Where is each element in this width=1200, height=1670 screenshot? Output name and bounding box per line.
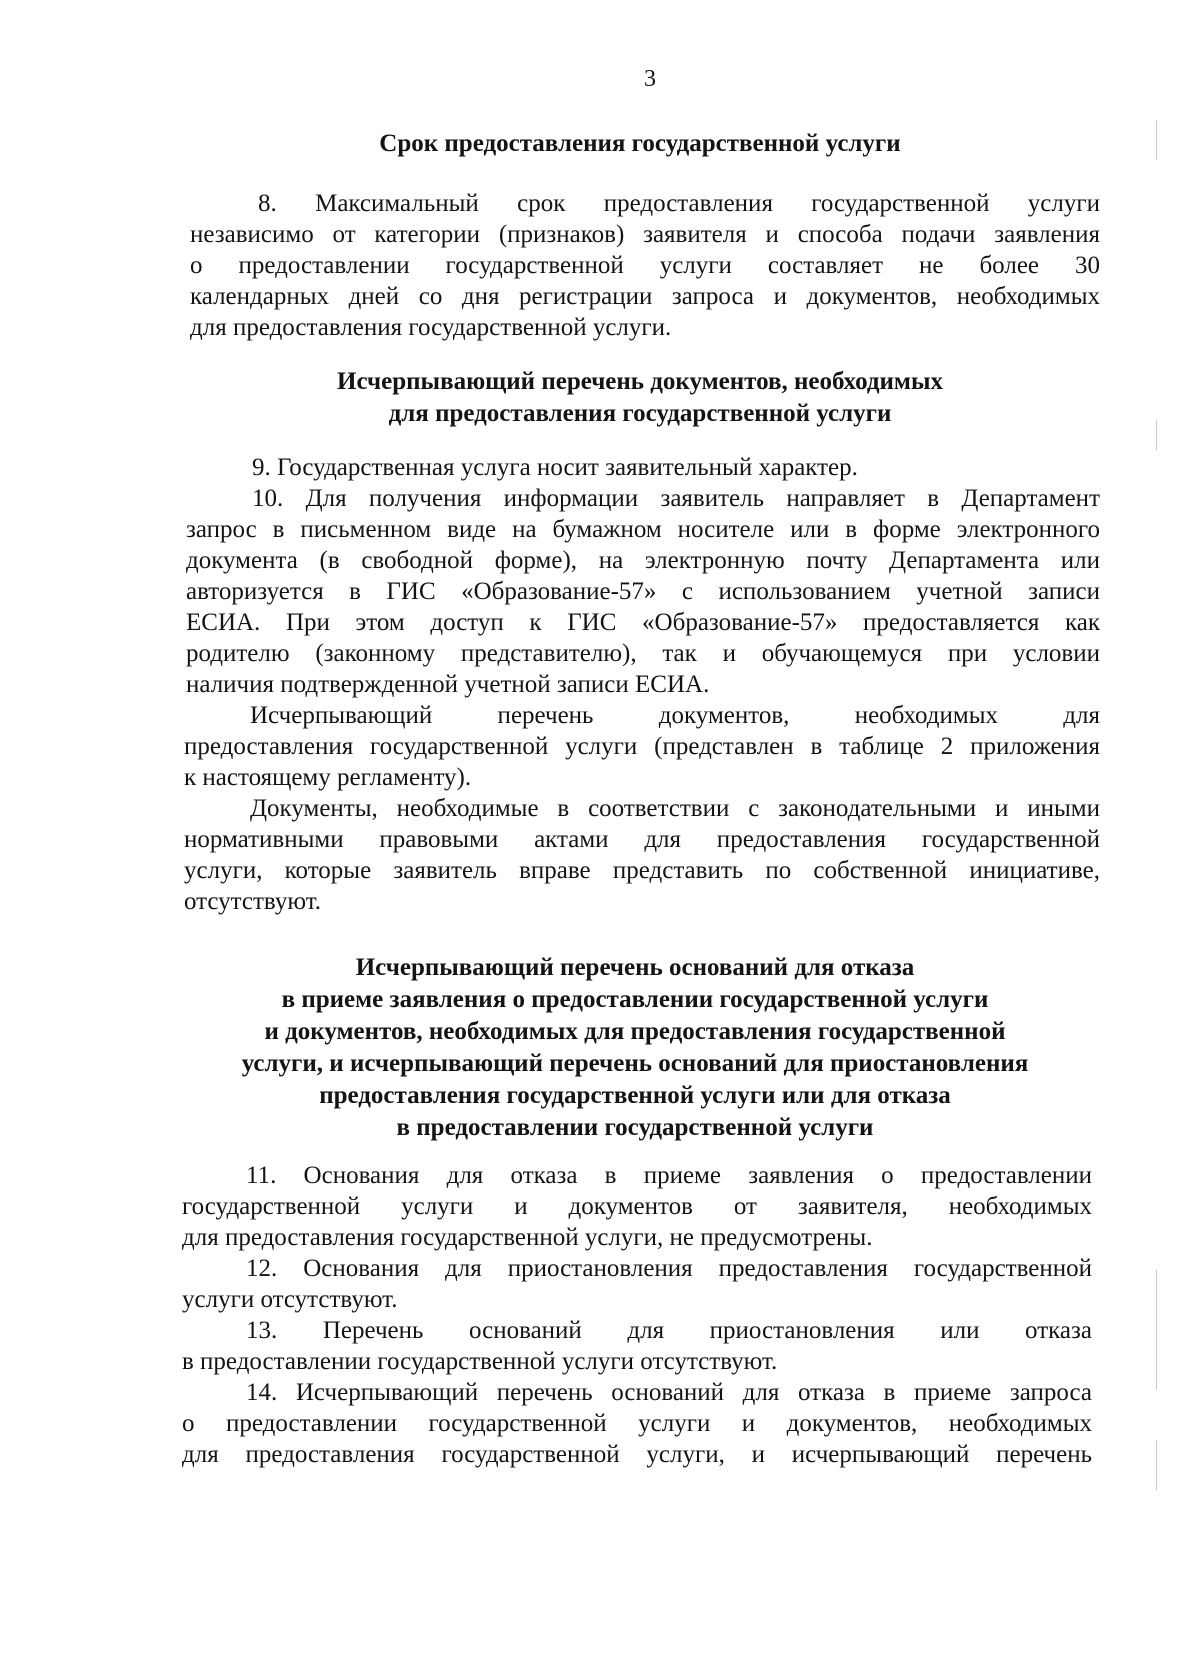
paragraph-line: Исчерпывающий перечень документов, необходимых для: [250, 702, 1100, 729]
paragraph-line: ЕСИА. При этом доступ к ГИС «Образование-57» предоставляется как: [186, 609, 1100, 636]
heading-line: предоставления государственной услуги или для отказа: [319, 1082, 951, 1109]
section-heading-term: [180, 128, 1100, 160]
heading-line: и документов, необходимых для предоставления государственной: [264, 1018, 1006, 1045]
paragraph-line: наличия подтвержденной учетной записи ЕСИА.: [186, 671, 710, 698]
heading-line: Срок предоставления государственной услуги: [379, 130, 901, 157]
paragraph-9: [190, 452, 1100, 483]
paragraph-line: отсутствуют.: [184, 888, 322, 915]
paragraph-line: 9. Государственная услуга носит заявительный характер.: [252, 454, 858, 481]
section-heading-refusal-grounds: [170, 952, 1100, 1144]
paragraph-line: документа (в свободной форме), на электронную почту Департамента или: [186, 547, 1100, 574]
page-number: 3: [644, 66, 656, 92]
heading-line: услуги, и исчерпывающий перечень оснований для приостановления: [241, 1050, 1029, 1077]
heading-line: в приеме заявления о предоставлении государственной услуги: [281, 986, 989, 1013]
paragraph-line: календарных дней со дня регистрации запроса и документов, необходимых: [190, 283, 1100, 310]
paragraph-line: нормативными правовыми актами для предоставления государственной: [184, 826, 1100, 853]
scan-artifact-line: [1156, 420, 1157, 450]
paragraph-11: [182, 1160, 1092, 1253]
paragraph-line: к настоящему регламенту).: [184, 764, 472, 791]
paragraph-line: услуги отсутствуют.: [182, 1286, 398, 1313]
paragraph-line: государственной услуги и документов от заявителя, необходимых: [182, 1193, 1092, 1220]
heading-line: в предоставлении государственной услуги: [396, 1114, 874, 1141]
scan-artifact-line: [1156, 1440, 1157, 1490]
paragraph-line: для предоставления государственной услуги, не предусмотрены.: [182, 1224, 873, 1251]
paragraph-line: запрос в письменном виде на бумажном носителе или в форме электронного: [186, 516, 1100, 543]
paragraph-12: [182, 1253, 1092, 1315]
paragraph-line: о предоставлении государственной услуги составляет не более 30: [190, 252, 1100, 279]
paragraph-line: 14. Исчерпывающий перечень оснований для отказа в приеме запроса: [246, 1379, 1092, 1406]
paragraph-line: для предоставления государственной услуги.: [190, 314, 672, 341]
paragraph-line: для предоставления государственной услуги, и исчерпывающий перечень: [182, 1441, 1092, 1468]
paragraph-14: [182, 1377, 1092, 1470]
heading-line: Исчерпывающий перечень документов, необходимых: [337, 368, 943, 395]
paragraph-line: авторизуется в ГИС «Образование-57» с использованием учетной записи: [186, 578, 1100, 605]
scan-artifact-line: [1156, 120, 1157, 160]
paragraph-line: 8. Максимальный срок предоставления государственной услуги: [258, 190, 1100, 217]
paragraph-10: [186, 483, 1100, 700]
heading-line: для предоставления государственной услуги: [388, 400, 892, 427]
paragraph-document-list: [184, 700, 1100, 793]
paragraph-line: 12. Основания для приостановления предоставления государственной: [246, 1255, 1092, 1282]
paragraph-optional-documents: [184, 793, 1100, 917]
paragraph-line: Документы, необходимые в соответствии с законодательными и иными: [250, 795, 1100, 822]
paragraph-line: 10. Для получения информации заявитель направляет в Департамент: [252, 485, 1100, 512]
section-heading-documents: [180, 366, 1100, 430]
paragraph-line: в предоставлении государственной услуги отсутствуют.: [182, 1348, 778, 1375]
paragraph-8: [190, 188, 1100, 343]
paragraph-line: независимо от категории (признаков) заявителя и способа подачи заявления: [190, 221, 1100, 248]
heading-line: Исчерпывающий перечень оснований для отказа: [355, 954, 915, 981]
paragraph-line: предоставления государственной услуги (представлен в таблице 2 приложения: [184, 733, 1100, 760]
paragraph-line: родителю (законному представителю), так и обучающемуся при условии: [186, 640, 1100, 667]
paragraph-line: 13. Перечень оснований для приостановления или отказа: [246, 1317, 1092, 1344]
paragraph-13: [182, 1315, 1092, 1377]
paragraph-line: услуги, которые заявитель вправе представить по собственной инициативе,: [184, 857, 1100, 884]
paragraph-line: о предоставлении государственной услуги и документов, необходимых: [182, 1410, 1092, 1437]
paragraph-line: 11. Основания для отказа в приеме заявления о предоставлении: [246, 1162, 1092, 1189]
scan-artifact-line: [1156, 1270, 1157, 1390]
